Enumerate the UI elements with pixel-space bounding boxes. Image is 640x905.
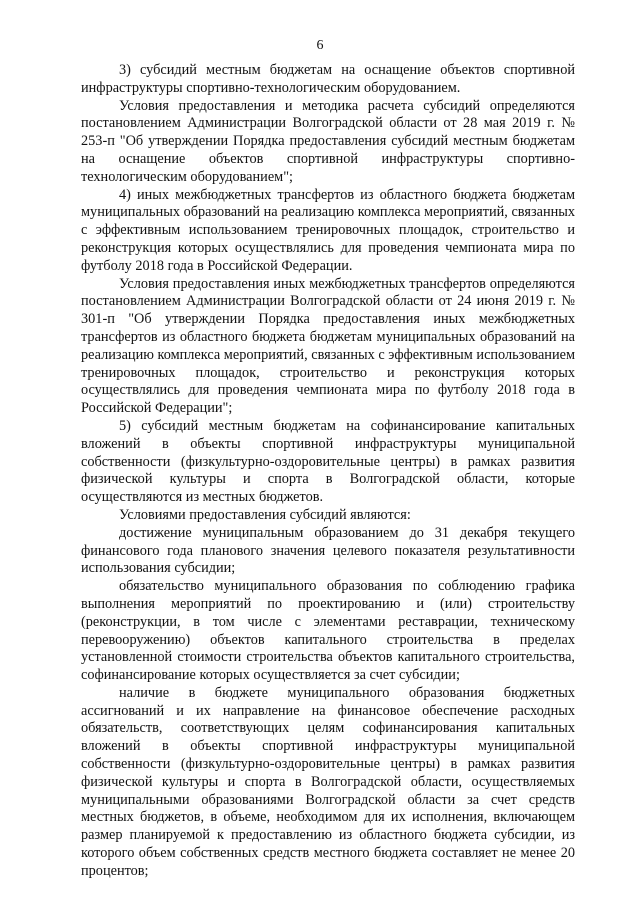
paragraph-conditions-transfers: Условия предоставления иных межбюджетных трансфертов определяются постановлением Администрации Волгоградской области от 24 июня 2019 г. № 301-п "Об утверждении Порядка предоставления иных межбюджетных трансфертов из областного бюджета бюджетам муниципальных образований на реализацию комплекса мероприятий, связанных с эффективным использованием тренировочных площадок, строительство и реконструкция которых осуществлялись для проведения чемпионата мира по футболу 2018 года в Российской Федерации"; [81, 275, 575, 417]
document-body [81, 62, 575, 881]
paragraph-condition-schedule: обязательство муниципального образования по соблюдению графика выполнения мероприятий по проектированию и (или) строительству (реконструкции, в том числе с элементами реставрации, техническому перевооружению) объектов капитального строительства в пределах установленной стоимости строительства объектов капитального строительства, софинансирование которых осуществляется за счет субсидии; [81, 578, 575, 684]
page-number: 6 [316, 38, 324, 53]
paragraph-item-5: 5) субсидий местным бюджетам на софинансирование капитальных вложений в объекты спортивной инфраструктуры муниципальной собственности (физкультурно-оздоровительные центры) в рамках развития физической культуры и спорта в Волгоградской области, которые осуществляются из местных бюджетов. [81, 417, 575, 506]
paragraph-item-3: 3) субсидий местным бюджетам на оснащение объектов спортивной инфраструктуры спортивно-технологическим оборудованием. [81, 62, 575, 96]
paragraph-condition-budget: наличие в бюджете муниципального образования бюджетных ассигнований и их направление на финансовое обеспечение расходных обязательств, соответствующих целям софинансирования капитальных вложений в объекты спортивной инфраструктуры муниципальной собственности (физкультурно-оздоровительные центры) в рамках развития физической культуры и спорта в Волгоградской области, осуществляемых муниципальными образованиями Волгоградской области за счет средств местных бюджетов, в объеме, необходимом для их исполнения, включающем размер планируемой к предоставлению из областного бюджета субсидии, из которого объем собственных средств местного бюджета составляет не менее 20 процентов; [81, 684, 575, 879]
paragraph-condition-target: достижение муниципальным образованием до 31 декабря текущего финансового года планового значения целевого показателя результативности использования субсидии; [81, 524, 575, 577]
paragraph-conditions-sport-equipment: Условия предоставления и методика расчета субсидий определяются постановлением Администрации Волгоградской области от 28 мая 2019 г. № 253-п "Об утверждении Порядка предоставления субсидий местным бюджетам на оснащение объектов спортивной инфраструктуры спортивно-технологическим оборудованием"; [81, 97, 575, 185]
paragraph-conditions-heading: Условиями предоставления субсидий являются: [119, 506, 411, 523]
paragraph-item-4: 4) иных межбюджетных трансфертов из областного бюджета бюджетам муниципальных образований на реализацию комплекса мероприятий, связанных с эффективным использованием тренировочных площадок, строительство и реконструкция которых осуществлялись для проведения чемпионата мира по футболу 2018 года в Российской Федерации. [81, 186, 575, 274]
